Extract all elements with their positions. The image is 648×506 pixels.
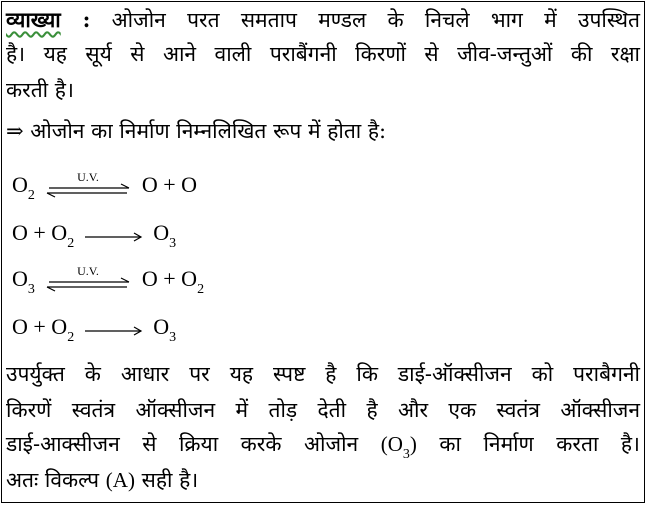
eq3-arrow-label: U.V. bbox=[77, 266, 100, 278]
explanation-line-2: है। यह सूर्य से आने वाली पराबैंगनी किरणों से जीव-जन्तुओं की रक्षा bbox=[6, 42, 640, 66]
eq2-rhs-subscript: 3 bbox=[169, 236, 177, 251]
eq3-rhs: O + O bbox=[141, 266, 198, 292]
conclusion-line-2: किरणें स्वतंत्र ऑक्सीजन में तोड़ देती है और एक स्वतंत्र ऑक्सीजन bbox=[6, 398, 640, 422]
eq2-rhs: O bbox=[153, 220, 170, 245]
equilibrium-arrow bbox=[43, 172, 133, 202]
answer-box bbox=[1, 1, 645, 503]
eq2-lhs-subscript: 2 bbox=[67, 236, 75, 251]
eq4-rhs: O bbox=[153, 314, 170, 339]
equation-3 bbox=[12, 266, 204, 296]
equation-2 bbox=[12, 220, 177, 251]
eq3-lhs-subscript: 3 bbox=[27, 282, 35, 298]
forward-arrow bbox=[83, 319, 145, 339]
conclusion-text-3a: डाई-आक्सीजन से क्रिया करके ओजोन bbox=[6, 432, 381, 456]
heading-colon: : bbox=[60, 7, 91, 32]
explanation-text-1: ओजोन परत समताप मण्डल के निचले भाग में उपस्थित bbox=[90, 8, 640, 32]
eq3-lhs: O bbox=[12, 266, 28, 292]
eq4-lhs-subscript: 2 bbox=[67, 330, 75, 345]
eq2-lhs: O + O bbox=[12, 220, 68, 245]
conclusion-line-1: उपर्युक्त के आधार पर यह स्पष्ट है कि डाई-ऑक्सीजन को पराबैगनी bbox=[6, 362, 640, 386]
eq1-lhs-subscript: 2 bbox=[27, 188, 35, 204]
eq3-rhs-subscript: 2 bbox=[197, 282, 205, 298]
eq1-lhs: O bbox=[12, 172, 28, 198]
eq1-arrow-label: U.V. bbox=[77, 172, 100, 184]
equation-1 bbox=[12, 172, 197, 202]
eq1-rhs: O + O bbox=[141, 172, 198, 198]
conclusion-text-4b: सही है। bbox=[134, 468, 199, 492]
conclusion-line-4 bbox=[6, 466, 198, 494]
eq4-lhs: O + O bbox=[12, 314, 68, 339]
conclusion-text-3b: का निर्माण करता है। bbox=[416, 432, 641, 456]
explanation-line-3: करती है। bbox=[6, 78, 74, 102]
formation-text: ओजोन का निर्माण निम्नलिखित रूप में होता है: bbox=[23, 119, 387, 143]
equilibrium-arrow bbox=[43, 266, 133, 296]
implies-arrow: ⇒ bbox=[6, 119, 24, 143]
equation-4 bbox=[12, 314, 177, 345]
forward-arrow bbox=[83, 225, 145, 245]
eq4-rhs-subscript: 3 bbox=[169, 330, 177, 345]
formation-line bbox=[6, 117, 386, 145]
explanation-line-1 bbox=[6, 6, 640, 34]
conclusion-text-4a: अतः विकल्प bbox=[6, 468, 106, 492]
ozone-formula: $(O_3)$ bbox=[380, 432, 417, 462]
explanation-heading: व्याख्या bbox=[6, 7, 61, 32]
answer-option: (A) bbox=[105, 468, 135, 492]
conclusion-line-3 bbox=[6, 430, 640, 462]
